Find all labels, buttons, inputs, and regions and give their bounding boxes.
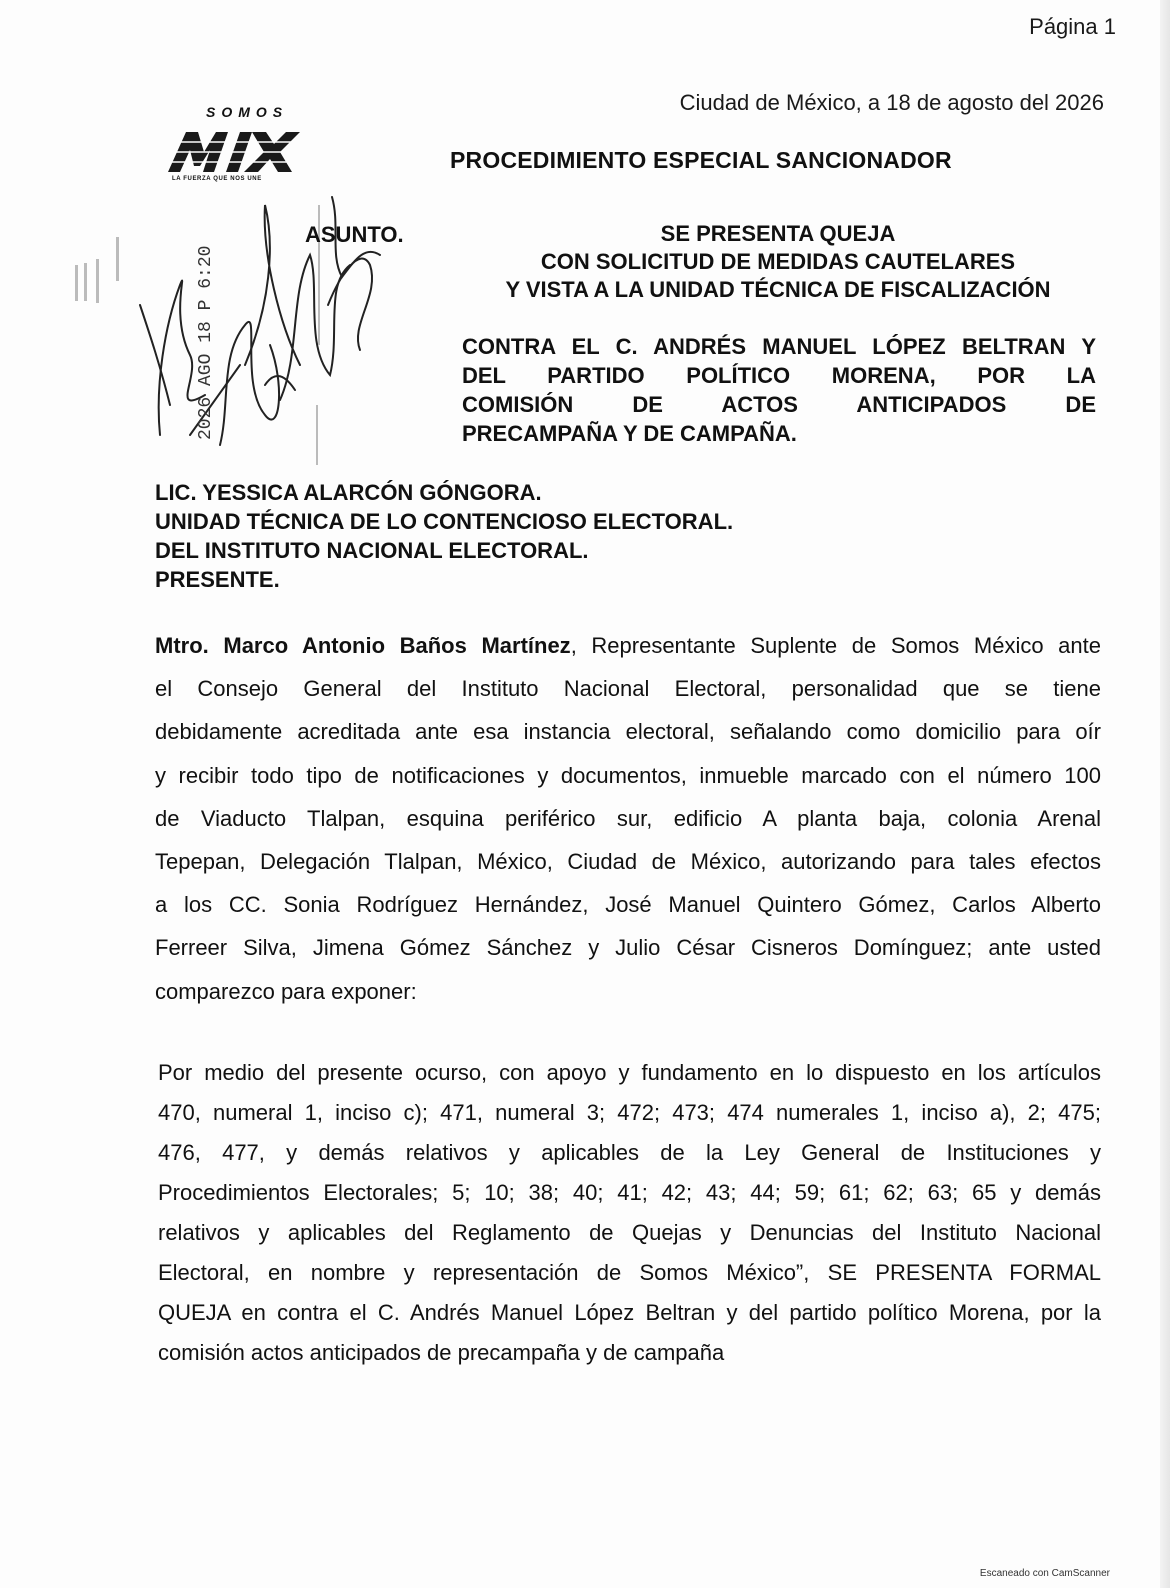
addressee-line: PRESENTE.	[155, 567, 280, 592]
addressee-line: UNIDAD TÉCNICA DE LO CONTENCIOSO ELECTORAL.	[155, 509, 734, 534]
addressee-block	[155, 478, 733, 594]
logo-mx-mark	[168, 126, 300, 174]
addressee-line: DEL INSTITUTO NACIONAL ELECTORAL.	[155, 538, 589, 563]
paragraph-line: Tepepan, Delegación Tlalpan, México, Ciudad de México, autorizando para tales efectos	[155, 849, 1101, 875]
logo-tagline: LA FUERZA QUE NOS UNE	[172, 176, 262, 182]
paragraph-line-text: , Representante Suplente de Somos México ante	[570, 633, 1101, 658]
asunto-label: ASUNTO.	[305, 222, 404, 247]
paragraph-line: de Viaducto Tlalpan, esquina periférico sur, edificio A planta baja, colonia Arenal	[155, 805, 1101, 831]
asunto-line: SE PRESENTA QUEJA	[660, 221, 896, 246]
body-paragraph-2	[158, 1053, 1101, 1373]
paragraph-line: comisión actos anticipados de precampaña y de campaña	[158, 1340, 725, 1365]
stamp-received-text: 2026 AGO 18 P 6:20	[196, 245, 216, 440]
paragraph-line	[155, 624, 1101, 667]
asunto-lines	[460, 220, 1096, 304]
date-line: Ciudad de México, a 18 de agosto del 2026	[679, 90, 1104, 115]
page-edge-shadow	[1160, 0, 1170, 1588]
procedure-title: PROCEDIMIENTO ESPECIAL SANCIONADOR	[450, 147, 952, 173]
paragraph-line: QUEJA en contra el C. Andrés Manuel López Beltran y del partido político Morena, por la	[158, 1300, 1101, 1325]
scanner-watermark: Escaneado con CamScanner	[979, 1568, 1110, 1579]
page-number: Página 1	[1029, 14, 1116, 39]
asunto-line: CON SOLICITUD DE MEDIDAS CAUTELARES	[540, 249, 1016, 274]
paragraph-line: 476, 477, y demás relativos y aplicables de la Ley General de Instituciones y	[158, 1140, 1101, 1165]
complaint-against	[462, 332, 1096, 448]
paragraph-line: Por medio del presente ocurso, con apoyo y fundamento en lo dispuesto en los artículos	[158, 1060, 1101, 1085]
representative-name: Mtro. Marco Antonio Baños Martínez	[155, 633, 571, 658]
paragraph-line: comparezco para exponer:	[155, 978, 417, 1004]
paragraph-line: y recibir todo tipo de notificaciones y documentos, inmueble marcado con el número 100	[155, 762, 1101, 788]
paragraph-line: 470, numeral 1, inciso c); 471, numeral 3; 472; 473; 474 numerales 1, inciso a), 2; 475;	[158, 1100, 1101, 1125]
body-paragraph-1	[155, 624, 1101, 1013]
addressee-line: LIC. YESSICA ALARCÓN GÓNGORA.	[155, 480, 542, 505]
somos-mexico-logo	[168, 104, 313, 189]
paragraph-line: debidamente acreditada ante esa instancia electoral, señalando como domicilio para oír	[155, 719, 1101, 745]
against-line: PRECAMPAÑA Y DE CAMPAÑA.	[462, 421, 797, 446]
paragraph-line: a los CC. Sonia Rodríguez Hernández, José Manuel Quintero Gómez, Carlos Alberto	[155, 892, 1101, 918]
against-line: DEL PARTIDO POLÍTICO MORENA, POR LA	[462, 363, 1096, 388]
paragraph-line: Ferreer Silva, Jimena Gómez Sánchez y Julio César Cisneros Domínguez; ante usted	[155, 935, 1101, 961]
asunto-line: Y VISTA A LA UNIDAD TÉCNICA DE FISCALIZACIÓN	[505, 277, 1051, 302]
paragraph-line: Electoral, en nombre y representación de Somos México”, SE PRESENTA FORMAL	[158, 1260, 1101, 1285]
paragraph-line: Procedimientos Electorales; 5; 10; 38; 40; 41; 42; 43; 44; 59; 61; 62; 63; 65 y demás	[158, 1180, 1101, 1205]
paragraph-line: el Consejo General del Instituto Nacional Electoral, personalidad que se tiene	[155, 676, 1101, 702]
against-line: COMISIÓN DE ACTOS ANTICIPADOS DE	[462, 392, 1096, 417]
paragraph-line: relativos y aplicables del Reglamento de Quejas y Denuncias del Instituto Nacional	[158, 1220, 1101, 1245]
logo-somos-text: SOMOS	[206, 104, 289, 120]
against-line: CONTRA EL C. ANDRÉS MANUEL LÓPEZ BELTRAN Y	[462, 334, 1096, 359]
